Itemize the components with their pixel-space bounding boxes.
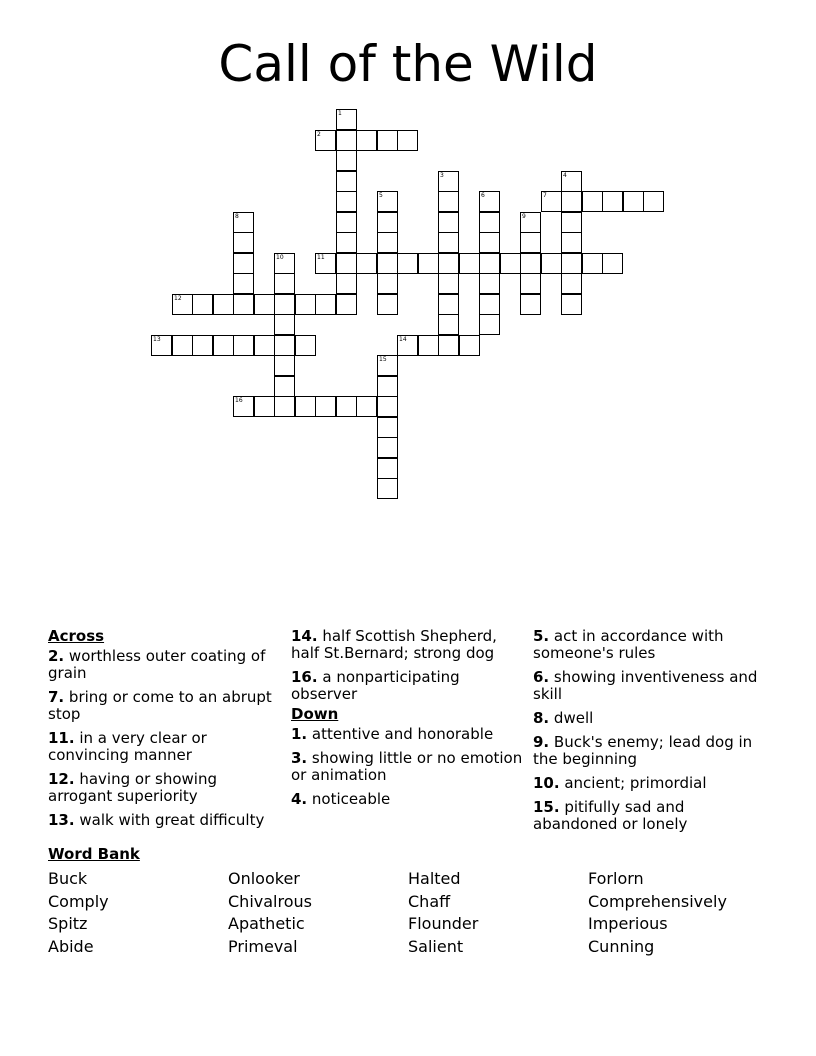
grid-cell[interactable]	[336, 109, 357, 130]
clue-number: 2	[317, 131, 321, 138]
clue-number: 4	[563, 172, 567, 179]
grid-cell[interactable]	[561, 253, 582, 274]
grid-cell[interactable]	[520, 273, 541, 294]
down-clue-1: 1. attentive and honorable	[291, 725, 494, 743]
clue-number: 1	[338, 110, 342, 117]
grid-cell[interactable]	[397, 253, 418, 274]
clue-number: 5	[379, 192, 383, 199]
grid-cell[interactable]	[336, 294, 357, 315]
grid-cell[interactable]	[438, 232, 459, 253]
grid-cell[interactable]	[561, 294, 582, 315]
grid-cell[interactable]	[356, 253, 377, 274]
clue-number: 15	[379, 356, 387, 363]
grid-cell[interactable]	[336, 150, 357, 171]
clue-number: 8	[235, 213, 239, 220]
grid-cell[interactable]	[336, 273, 357, 294]
word-bank-item: Cunning	[588, 937, 655, 956]
grid-cell[interactable]	[377, 212, 398, 233]
grid-cell[interactable]	[561, 273, 582, 294]
grid-cell[interactable]	[479, 294, 500, 315]
grid-cell[interactable]	[295, 396, 316, 417]
grid-cell[interactable]	[315, 253, 336, 274]
grid-cell[interactable]	[520, 232, 541, 253]
clue-number: 10	[276, 254, 284, 261]
down-clue-10: 10. ancient; primordial	[533, 774, 707, 792]
puzzle-title: Call of the Wild	[218, 35, 598, 93]
grid-cell[interactable]	[643, 191, 664, 212]
grid-cell[interactable]	[520, 294, 541, 315]
down-clue-9: 9. Buck's enemy; lead dog in the beginning	[533, 733, 753, 768]
down-clue-8: 8. dwell	[533, 709, 594, 727]
grid-cell[interactable]	[233, 294, 254, 315]
grid-cell[interactable]	[336, 130, 357, 151]
grid-cell[interactable]	[582, 191, 603, 212]
grid-cell[interactable]	[459, 335, 480, 356]
grid-cell[interactable]	[377, 191, 398, 212]
grid-cell[interactable]	[418, 253, 439, 274]
down-clue-3: 3. showing little or no emotion or animation	[291, 749, 523, 784]
word-bank-item: Salient	[408, 937, 464, 956]
grid-cell[interactable]	[377, 232, 398, 253]
clue-number: 6	[481, 192, 485, 199]
grid-cell[interactable]	[336, 396, 357, 417]
grid-cell[interactable]	[233, 232, 254, 253]
grid-cell[interactable]	[418, 335, 439, 356]
word-bank-item: Comprehensively	[588, 892, 727, 911]
grid-cell[interactable]	[315, 130, 336, 151]
grid-cell[interactable]	[561, 212, 582, 233]
grid-cell[interactable]	[582, 253, 603, 274]
word-bank-item: Imperious	[588, 914, 668, 933]
grid-cell[interactable]	[274, 294, 295, 315]
grid-cell[interactable]	[192, 335, 213, 356]
grid-cell[interactable]	[172, 335, 193, 356]
grid-cell[interactable]	[561, 232, 582, 253]
clue-number: 7	[543, 192, 547, 199]
grid-cell[interactable]	[377, 458, 398, 479]
word-bank-item: Buck	[48, 869, 88, 888]
clue-number: 9	[522, 213, 526, 220]
grid-cell[interactable]	[192, 294, 213, 315]
clue-number: 14	[399, 336, 407, 343]
grid-cell[interactable]	[377, 294, 398, 315]
word-bank-item: Comply	[48, 892, 109, 911]
word-bank-item: Primeval	[228, 937, 298, 956]
word-bank-item: Halted	[408, 869, 461, 888]
grid-cell[interactable]	[377, 376, 398, 397]
grid-cell[interactable]	[438, 253, 459, 274]
word-bank-item: Chaff	[408, 892, 451, 911]
word-bank-item: Onlooker	[228, 869, 300, 888]
grid-cell[interactable]	[561, 191, 582, 212]
grid-cell[interactable]	[541, 253, 562, 274]
across-clue-7: 7. bring or come to an abrupt stop	[48, 688, 272, 723]
across-heading: Across	[48, 627, 105, 645]
grid-cell[interactable]	[233, 396, 254, 417]
grid-cell[interactable]	[438, 273, 459, 294]
grid-cell[interactable]	[213, 335, 234, 356]
grid-cell[interactable]	[377, 253, 398, 274]
grid-cell[interactable]	[479, 212, 500, 233]
word-bank-item: Abide	[48, 937, 94, 956]
word-bank-item: Spitz	[48, 914, 88, 933]
grid-cell[interactable]	[295, 335, 316, 356]
grid-cell[interactable]	[438, 212, 459, 233]
grid-cell[interactable]	[274, 396, 295, 417]
clue-column-2	[291, 628, 523, 815]
grid-cell[interactable]	[438, 191, 459, 212]
word-bank-item: Chivalrous	[228, 892, 312, 911]
grid-cell[interactable]	[377, 478, 398, 499]
grid-cell[interactable]	[438, 335, 459, 356]
grid-cell[interactable]	[356, 130, 377, 151]
grid-cell[interactable]	[254, 294, 275, 315]
grid-cell[interactable]	[623, 191, 644, 212]
grid-cell[interactable]	[254, 396, 275, 417]
grid-cell[interactable]	[233, 253, 254, 274]
grid-cell[interactable]	[377, 417, 398, 438]
grid-cell[interactable]	[172, 294, 193, 315]
grid-cell[interactable]	[520, 253, 541, 274]
grid-cell[interactable]	[336, 212, 357, 233]
across-clue-11: 11. in a very clear or convincing manner	[48, 729, 207, 764]
grid-cell[interactable]	[213, 294, 234, 315]
grid-cell[interactable]	[377, 273, 398, 294]
down-clue-5: 5. act in accordance with someone's rules	[533, 627, 724, 662]
clue-column-3	[533, 628, 765, 840]
down-clue-15: 15. pitifully sad and abandoned or lonely	[533, 798, 688, 833]
word-bank-item: Apathetic	[228, 914, 305, 933]
grid-cell[interactable]	[233, 212, 254, 233]
grid-cell[interactable]	[541, 191, 562, 212]
grid-cell[interactable]	[377, 437, 398, 458]
crossword-grid	[0, 0, 816, 520]
grid-cell[interactable]	[561, 171, 582, 192]
clue-number: 12	[174, 295, 182, 302]
grid-cell[interactable]	[377, 396, 398, 417]
across-clue-13: 13. walk with great difficulty	[48, 811, 265, 829]
down-clue-6: 6. showing inventiveness and skill	[533, 668, 758, 703]
grid-cell[interactable]	[459, 253, 480, 274]
clue-number: 16	[235, 397, 243, 404]
grid-cell[interactable]	[295, 294, 316, 315]
clue-number: 3	[440, 172, 444, 179]
grid-cell[interactable]	[274, 314, 295, 335]
across-clue-14: 14. half Scottish Shepherd, half St.Bernard; strong dog	[291, 627, 497, 662]
grid-cell[interactable]	[500, 253, 521, 274]
grid-cell[interactable]	[151, 335, 172, 356]
across-clue-16: 16. a nonparticipating observer	[291, 668, 460, 703]
grid-cell[interactable]	[377, 130, 398, 151]
word-bank-item: Forlorn	[588, 869, 644, 888]
grid-cell[interactable]	[315, 294, 336, 315]
grid-cell[interactable]	[274, 355, 295, 376]
grid-cell[interactable]	[254, 335, 275, 356]
grid-cell[interactable]	[397, 130, 418, 151]
grid-cell[interactable]	[479, 232, 500, 253]
clue-number: 13	[153, 336, 161, 343]
grid-cell[interactable]	[233, 335, 254, 356]
grid-cell[interactable]	[233, 273, 254, 294]
clue-number: 11	[317, 254, 325, 261]
grid-cell[interactable]	[438, 294, 459, 315]
grid-cell[interactable]	[479, 314, 500, 335]
grid-cell[interactable]	[479, 191, 500, 212]
grid-cell[interactable]	[438, 171, 459, 192]
word-bank-heading: Word Bank	[48, 845, 140, 863]
grid-cell[interactable]	[336, 232, 357, 253]
grid-cell[interactable]	[438, 314, 459, 335]
grid-cell[interactable]	[274, 273, 295, 294]
down-clue-4: 4. noticeable	[291, 790, 391, 808]
across-clue-12: 12. having or showing arrogant superiority	[48, 770, 217, 805]
grid-cell[interactable]	[602, 253, 623, 274]
grid-cell[interactable]	[479, 253, 500, 274]
grid-cell[interactable]	[274, 253, 295, 274]
grid-cell[interactable]	[356, 396, 377, 417]
clue-column-1	[48, 628, 280, 836]
word-bank-item: Flounder	[408, 914, 479, 933]
grid-cell[interactable]	[377, 355, 398, 376]
grid-cell[interactable]	[274, 376, 295, 397]
grid-cell[interactable]	[336, 191, 357, 212]
grid-cell[interactable]	[479, 273, 500, 294]
down-heading: Down	[291, 705, 339, 723]
grid-cell[interactable]	[336, 171, 357, 192]
grid-cell[interactable]	[602, 191, 623, 212]
across-clue-2: 2. worthless outer coating of grain	[48, 647, 266, 682]
grid-cell[interactable]	[274, 335, 295, 356]
grid-cell[interactable]	[336, 253, 357, 274]
grid-cell[interactable]	[315, 396, 336, 417]
grid-cell[interactable]	[520, 212, 541, 233]
grid-cell[interactable]	[397, 335, 418, 356]
